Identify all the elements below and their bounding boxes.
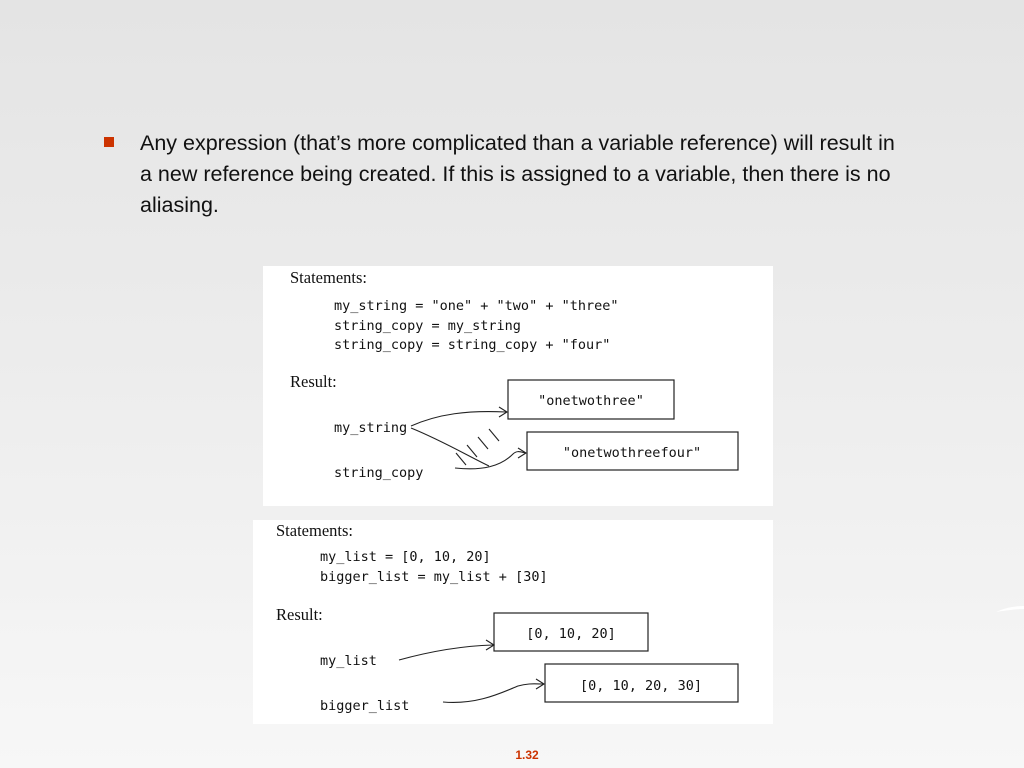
statement-line: bigger_list = my_list + [30]: [320, 569, 548, 585]
result-heading: Result:: [276, 605, 323, 624]
variable-label: bigger_list: [320, 698, 410, 714]
statement-line: my_list = [0, 10, 20]: [320, 549, 491, 565]
square-bullet-icon: [104, 137, 114, 147]
value-label: "onetwothree": [538, 393, 644, 409]
value-label: [0, 10, 20, 30]: [580, 678, 702, 694]
variable-label: my_list: [320, 653, 377, 669]
strike-mark: [456, 453, 466, 465]
reference-arrow: [443, 684, 543, 703]
statements-heading: Statements:: [290, 268, 367, 287]
variable-label: my_string: [334, 420, 408, 436]
strike-mark: [478, 437, 488, 449]
result-heading: Result:: [290, 372, 337, 391]
removed-reference-line: [411, 428, 489, 466]
string-aliasing-figure: [263, 266, 773, 506]
variable-label: string_copy: [334, 465, 424, 481]
statements-heading: Statements:: [276, 521, 353, 540]
statement-line: string_copy = string_copy + "four": [334, 337, 611, 353]
reference-arrow: [411, 412, 506, 426]
statement-line: my_string = "one" + "two" + "three": [334, 298, 619, 314]
value-label: [0, 10, 20]: [526, 626, 616, 642]
statement-line: string_copy = my_string: [334, 318, 521, 334]
list-no-aliasing-figure: [253, 520, 773, 724]
decorative-swoosh: [994, 600, 1024, 620]
page-number: 1.32: [515, 748, 539, 762]
reference-arrow: [399, 645, 493, 660]
strike-mark: [489, 429, 499, 441]
value-label: "onetwothreefour": [562, 445, 702, 461]
bullet-text: Any expression (that’s more complicated than a variable reference) will result in a new reference being created. If this is assigned to a variable, then there is no aliasing.: [140, 131, 895, 217]
